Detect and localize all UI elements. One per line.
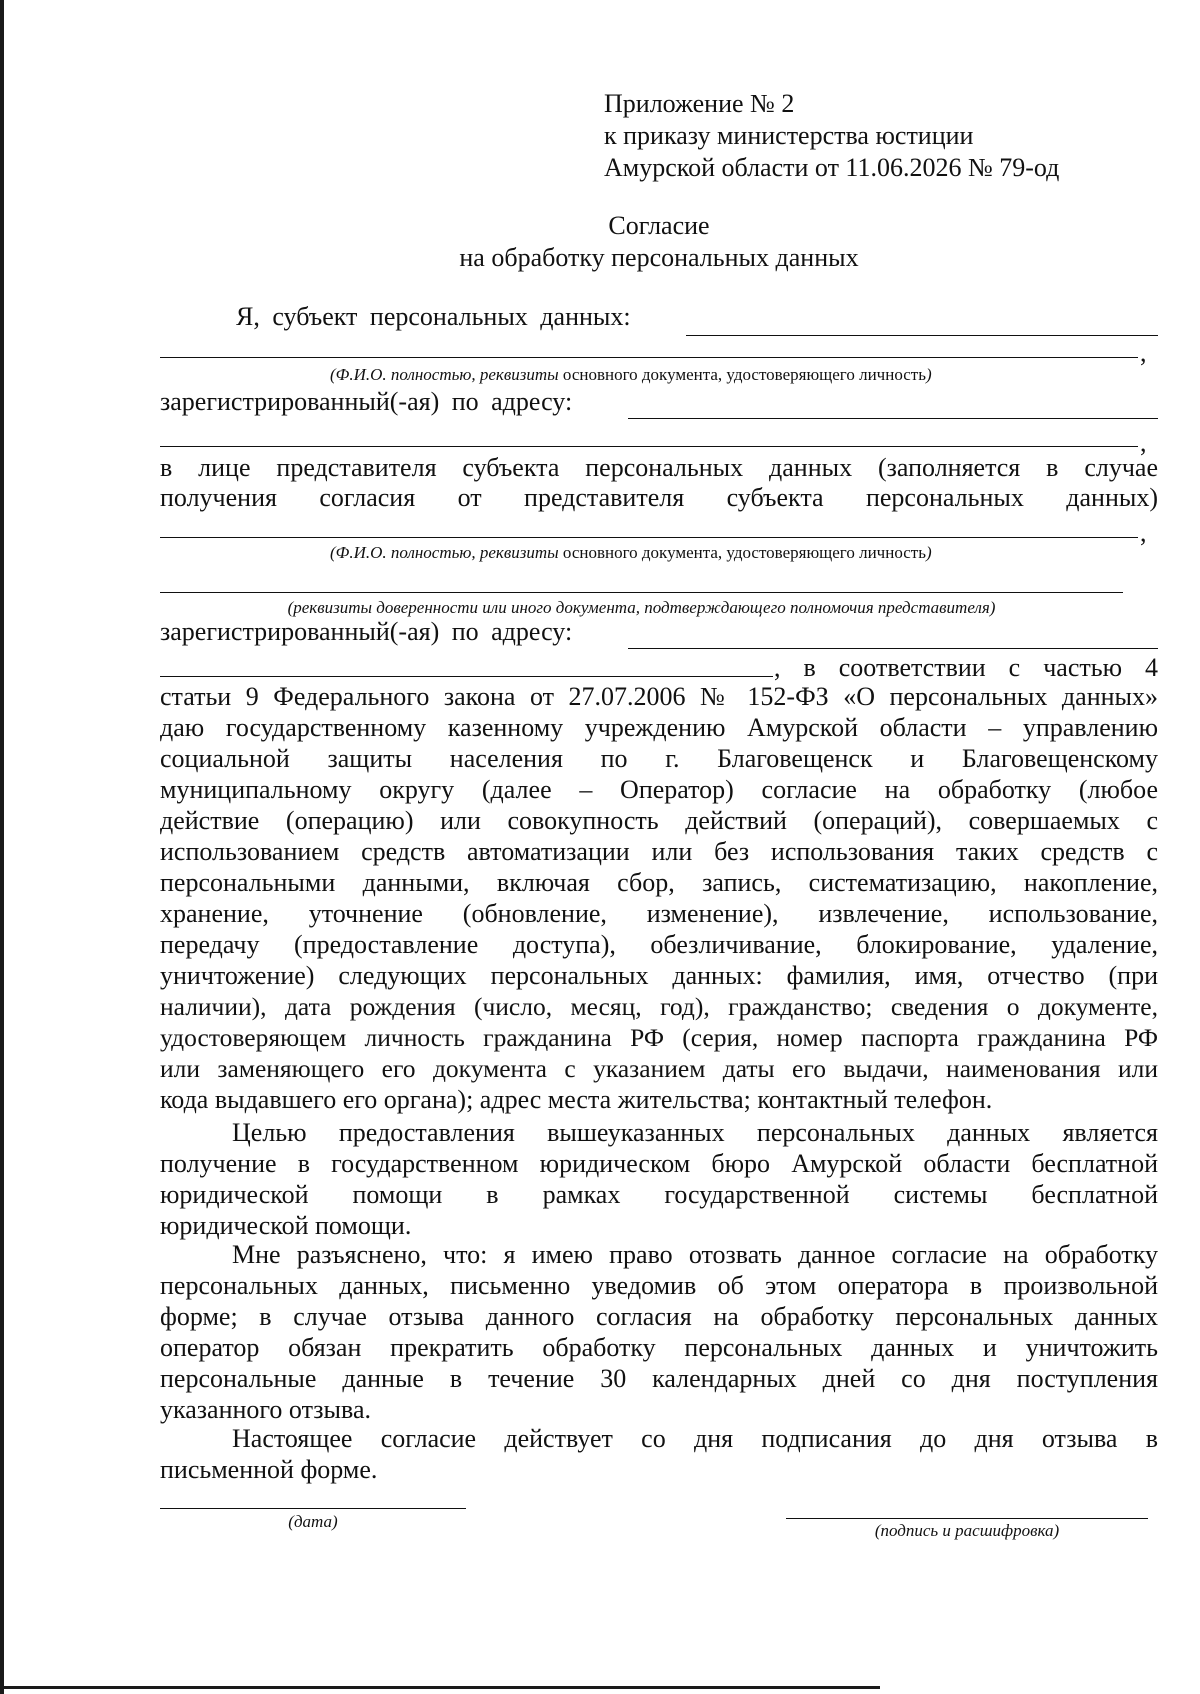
subject-label: Я, субъект персональных данных: [236,302,631,331]
paragraph-line: юридической помощи. [160,1211,412,1240]
paragraph-line: использованием средств автоматизации или без использования таких средств с [160,837,1158,866]
paragraph-line: письменной форме. [160,1455,378,1484]
fio-caption: (Ф.И.О. полностью, реквизиты основного документа, удостоверяющего личность) [330,365,932,384]
appendix-order-ref: к приказу министерства юстиции [604,121,974,150]
title-line-1: Согласие [608,211,710,240]
paragraph-line: оператор обязан прекратить обработку персональных данных и уничтожить [160,1333,1158,1362]
subject-address-field[interactable] [628,418,1158,419]
comma: , [1140,338,1147,367]
proxy-caption: (реквизиты доверенности или иного документа, подтверждающего полномочия представителя) [287,598,996,617]
appendix-number: Приложение № 2 [604,89,795,118]
paragraph-line: статьи 9 Федерального закона от 27.07.2006 № 152-ФЗ «О персональных данных» [160,682,1158,711]
paragraph-line: передачу (предоставление доступа), обезличивание, блокирование, удаление, [160,930,1158,959]
paragraph-line: даю государственному казенному учреждению Амурской области – управлению [160,713,1158,742]
paragraph-line: уничтожение) следующих персональных данных: фамилия, имя, отчество (при [160,961,1158,990]
rep-address-field[interactable] [628,648,1158,649]
subject-name-field[interactable] [686,335,1158,336]
subject-address-field-2[interactable] [160,446,1138,447]
paragraph-line: получение в государственном юридическом бюро Амурской области бесплатной [160,1149,1158,1178]
title-line-2: на обработку персональных данных [459,243,859,272]
proxy-document-field[interactable] [160,592,1123,593]
paragraph-line: кода выдавшего его органа); адрес места жительства; контактный телефон. [160,1085,993,1114]
date-caption: (дата) [288,1512,338,1531]
document-title [160,210,1158,274]
signature-field[interactable] [786,1518,1148,1519]
paragraph-line: или заменяющего его документа с указанием даты его выдачи, наименования или [160,1054,1158,1083]
paragraph-line: персональными данными, включая сбор, запись, систематизацию, накопление, [160,868,1158,897]
paragraph-line: юридической помощи в рамках государственной системы бесплатной [160,1180,1158,1209]
scan-left-edge [0,0,4,1694]
paragraph-line: указанного отзыва. [160,1395,371,1424]
signature-caption: (подпись и расшифровка) [874,1521,1060,1540]
appendix-order-date: Амурской области от 11.06.2026 № 79-од [604,153,1060,182]
rep-address-field-2[interactable] [160,676,773,677]
representative-name-field[interactable] [160,537,1138,538]
document-page [160,0,1158,1694]
paragraph-line: хранение, уточнение (обновление, изменение), извлечение, использование, [160,899,1158,928]
paragraph-line: муниципальному округу (далее – Оператор) согласие на обработку (любое [160,775,1158,804]
paragraph-line: форме; в случае отзыва данного согласия на обработку персональных данных [160,1302,1158,1331]
paragraph-line: действие (операцию) или совокупность действий (операций), совершаемых с [160,806,1158,835]
paragraph-line: социальной защиты населения по г. Благовещенск и Благовещенскому [160,744,1158,773]
registered-label: зарегистрированный(-ая) по адресу: [160,387,573,416]
rep-fio-caption: (Ф.И.О. полностью, реквизиты основного документа, удостоверяющего личность) [330,543,932,562]
rep-registered-label: зарегистрированный(-ая) по адресу: [160,617,573,646]
paragraph-line: персональных данных, письменно уведомив об этом оператора в произвольной [160,1271,1158,1300]
paragraph-line: Настоящее согласие действует со дня подписания до дня отзыва в [232,1424,1158,1453]
representative-line-1: в лице представителя субъекта персональных данных (заполняется в случае [160,453,1158,482]
accordance-text: , в соответствии с частью 4 [774,653,1158,682]
subject-name-field-2[interactable] [160,357,1138,358]
paragraph-line: наличии), дата рождения (число, месяц, год), гражданство; сведения о документе, [160,992,1158,1021]
appendix-header [604,88,1059,184]
date-field[interactable] [160,1508,466,1509]
paragraph-line: персональные данные в течение 30 календарных дней со дня поступления [160,1364,1158,1393]
paragraph-line: Целью предоставления вышеуказанных персональных данных является [232,1118,1158,1147]
comma: , [1140,428,1147,457]
comma: , [1140,518,1147,547]
paragraph-line: Мне разъяснено, что: я имею право отозвать данное согласие на обработку [232,1240,1158,1269]
paragraph-line: удостоверяющем личность гражданина РФ (серия, номер паспорта гражданина РФ [160,1023,1158,1052]
representative-line-2: получения согласия от представителя субъекта персональных данных) [160,483,1158,512]
